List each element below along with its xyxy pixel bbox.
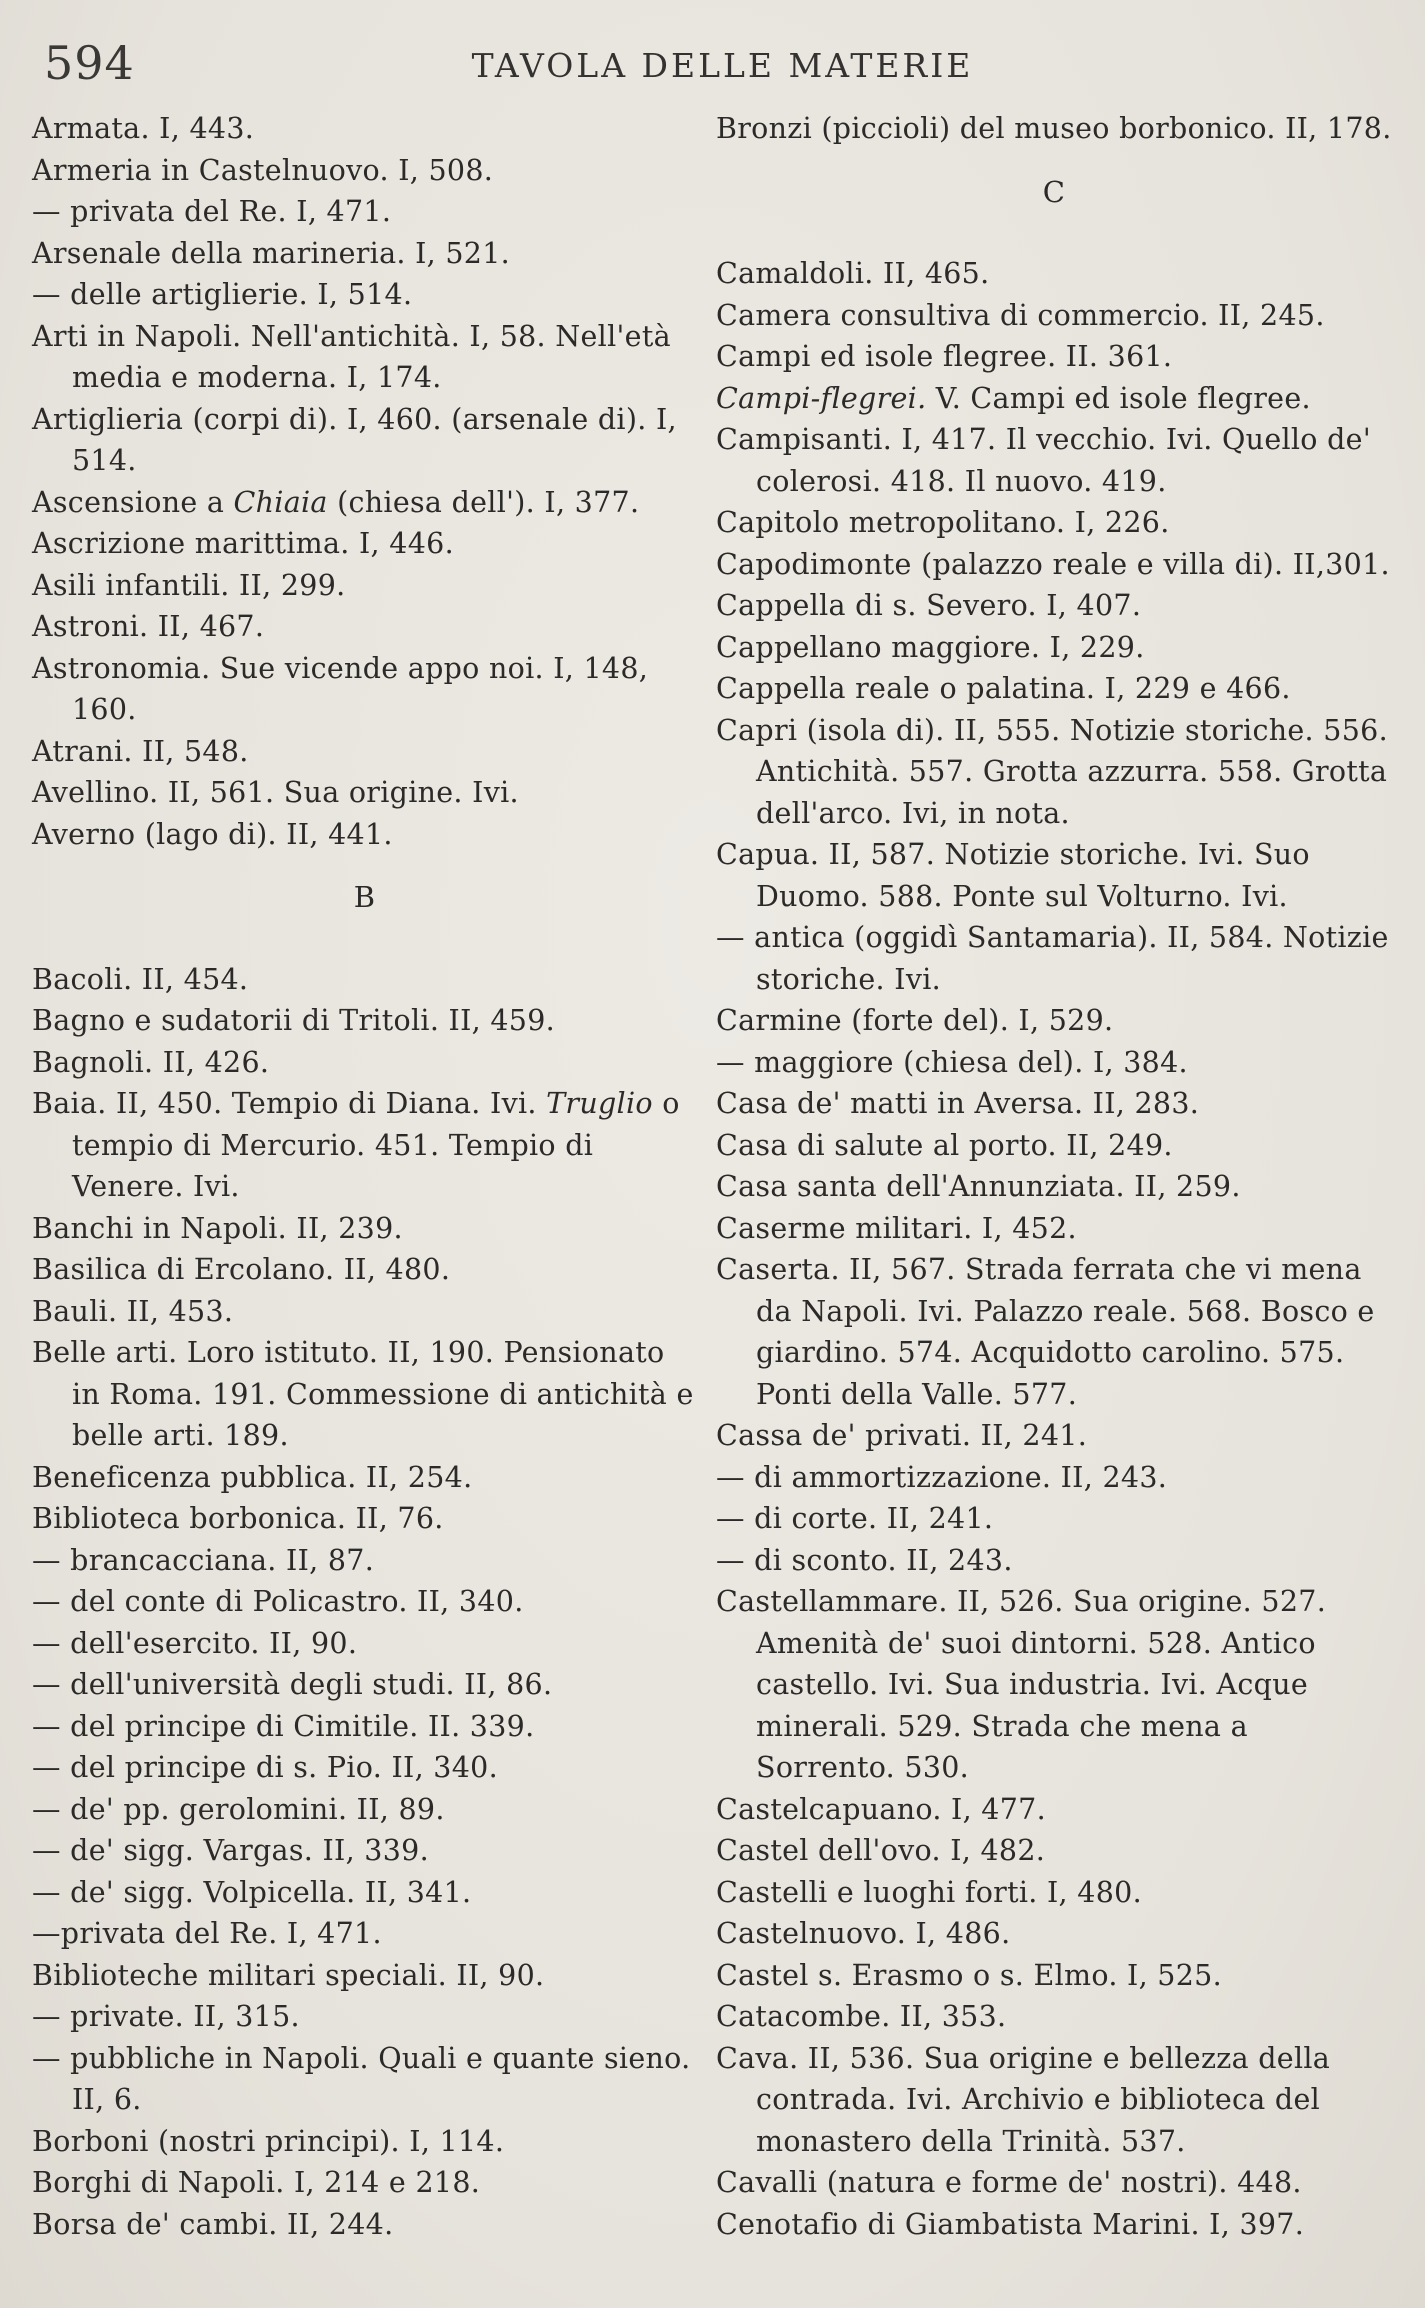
index-entry: — dell'esercito. II, 90. — [32, 1626, 358, 1660]
index-entry: Arsenale della marineria. I, 521. — [32, 236, 511, 270]
index-entry: — privata del Re. I, 471. — [32, 195, 392, 228]
index-entry: Capodimonte (palazzo reale e villa di). II,301. — [716, 547, 1390, 581]
section-letter: B — [353, 880, 376, 914]
index-entry: Cava. II, 536. Sua origine e bellezza della contrada. Ivi. Archivio e biblioteca del monastero della Trinità. 537. — [716, 2041, 1331, 2158]
index-entry: — private. II, 315. — [32, 2000, 300, 2033]
index-entry: Catacombe. II, 353. — [716, 2000, 1007, 2033]
index-entry: Casa di salute al porto. II, 249. — [716, 1128, 1173, 1162]
index-entry: Castelnuovo. I, 486. — [716, 1917, 1011, 1950]
index-entry: — di ammortizzazione. II, 243. — [716, 1460, 1168, 1494]
index-entry: Caserme militari. I, 452. — [716, 1211, 1077, 1245]
index-entry: Biblioteche militari speciali. II, 90. — [32, 1958, 545, 1992]
index-entry: — antica (oggidì Santamaria). II, 584. Notizie storiche. Ivi. — [716, 921, 1389, 996]
index-entry: Cappellano maggiore. I, 229. — [716, 630, 1145, 664]
index-entry — [32, 482, 697, 524]
index-entry: — maggiore (chiesa del). I, 384. — [716, 1045, 1188, 1079]
index-entry: Basilica di Ercolano. II, 480. — [32, 1253, 451, 1286]
index-entry: — de' sigg. Vargas. II, 339. — [32, 1834, 429, 1867]
index-column-left — [32, 108, 697, 2245]
index-entry: Capri (isola di). II, 555. Notizie storiche. 556. Antichità. 557. Grotta azzurra. 558. Grotta dell'arco. Ivi, in nota. — [716, 713, 1388, 830]
index-entry: Castel s. Erasmo o s. Elmo. I, 525. — [716, 1958, 1222, 1992]
section-letter: C — [1042, 174, 1066, 209]
index-entry: Castellammare. II, 526. Sua origine. 527. Amenità de' suoi dintorni. 528. Antico castello. Ivi. Sua industria. Ivi. Acque minerali. 529. Strada che mena a Sorrento. 530. — [716, 1585, 1327, 1784]
entry-text: Ascensione a — [32, 485, 234, 519]
index-entry — [716, 378, 1392, 420]
index-entry: Camaldoli. II, 465. — [716, 257, 990, 290]
index-entry: Averno (lago di). II, 441. — [32, 817, 393, 851]
entry-text: (chiesa dell'). I, 377. — [327, 485, 640, 519]
entry-italic-term: Chiaia — [233, 485, 328, 519]
index-entry: Astronomia. Sue vicende appo noi. I, 148, 160. — [32, 651, 649, 726]
entry-italic-term: Campi-flegrei. — [716, 381, 927, 415]
index-entry: — di sconto. II, 243. — [716, 1543, 1013, 1577]
index-column-right — [716, 108, 1392, 2245]
entry-text: V. Campi ed isole flegree. — [926, 381, 1311, 415]
index-entry: Cappella reale o palatina. I, 229 e 466. — [716, 672, 1291, 705]
entry-italic-term: Truglio — [546, 1087, 653, 1120]
index-entry: Capua. II, 587. Notizie storiche. Ivi. Suo Duomo. 588. Ponte sul Volturno. Ivi. — [716, 838, 1310, 913]
index-entry: Belle arti. Loro istituto. II, 190. Pensionato in Roma. 191. Commessione di antichità e belle arti. 189. — [32, 1336, 694, 1452]
index-entry: Campi ed isole flegree. II. 361. — [716, 340, 1173, 373]
index-entry: —privata del Re. I, 471. — [32, 1917, 382, 1950]
entry-text: o tempio di Mercurio. 451. Tempio di Venere. Ivi. — [72, 1087, 680, 1203]
index-entry: Beneficenza pubblica. II, 254. — [32, 1460, 473, 1494]
index-entry: Armata. I, 443. — [32, 112, 255, 145]
page-number: 594 — [44, 36, 135, 90]
index-entry: Caserta. II, 567. Strada ferrata che vi mena da Napoli. Ivi. Palazzo reale. 568. Bosco e giardino. 574. Acquidotto carolino. 575. Ponti della Valle. 577. — [716, 1253, 1375, 1411]
index-entry: Cassa de' privati. II, 241. — [716, 1419, 1088, 1452]
index-entry: Borsa de' cambi. II, 244. — [32, 2207, 394, 2241]
index-entry: Astroni. II, 467. — [32, 610, 265, 643]
index-entry: Ascrizione marittima. I, 446. — [32, 527, 454, 560]
index-entry: — de' sigg. Volpicella. II, 341. — [32, 1875, 472, 1909]
index-entry: — del principe di s. Pio. II, 340. — [32, 1751, 498, 1784]
index-entry: Artiglieria (corpi di). I, 460. (arsenale di). I, 514. — [32, 402, 677, 477]
index-entry: Asili infantili. II, 299. — [32, 568, 346, 602]
index-entry: Banchi in Napoli. II, 239. — [32, 1211, 403, 1245]
index-entry: Camera consultiva di commercio. II, 245. — [716, 298, 1325, 332]
index-entry: — di corte. II, 241. — [716, 1502, 994, 1535]
index-entry: — del conte di Policastro. II, 340. — [32, 1585, 524, 1618]
index-entry: Borboni (nostri principi). I, 114. — [32, 2124, 505, 2158]
index-entry: Biblioteca borbonica. II, 76. — [32, 1502, 444, 1535]
index-entry: — pubbliche in Napoli. Quali e quante sieno. II, 6. — [32, 2041, 691, 2116]
index-entry: Bacoli. II, 454. — [32, 962, 249, 996]
index-entry: Atrani. II, 548. — [32, 734, 249, 768]
index-entry: Bauli. II, 453. — [32, 1294, 234, 1328]
index-entry: — de' pp. gerolomini. II, 89. — [32, 1792, 445, 1826]
index-entry: — dell'università degli studi. II, 86. — [32, 1668, 553, 1701]
index-entry: Bagno e sudatorii di Tritoli. II, 459. — [32, 1004, 556, 1037]
index-entry: Castelcapuano. I, 477. — [716, 1792, 1046, 1826]
index-entry: Bagnoli. II, 426. — [32, 1045, 270, 1079]
index-entry: Castelli e luoghi forti. I, 480. — [716, 1875, 1142, 1909]
index-entry: Carmine (forte del). I, 529. — [716, 1004, 1114, 1037]
index-entry: Avellino. II, 561. Sua origine. Ivi. — [32, 776, 519, 809]
index-entry: Casa de' matti in Aversa. II, 283. — [716, 1087, 1200, 1120]
index-entry: — delle artiglierie. I, 514. — [32, 278, 413, 311]
index-entry: Campisanti. I, 417. Il vecchio. Ivi. Quello de' colerosi. 418. Il nuovo. 419. — [716, 423, 1371, 498]
entry-text: Baia. II, 450. Tempio di Diana. Ivi. — [32, 1087, 547, 1120]
index-entry: Castel dell'ovo. I, 482. — [716, 1834, 1046, 1867]
index-entry: Arti in Napoli. Nell'antichità. I, 58. Nell'età media e moderna. I, 174. — [32, 319, 671, 394]
index-entry: Bronzi (piccioli) del museo borbonico. II, 178. — [716, 112, 1392, 145]
index-entry: Cappella di s. Severo. I, 407. — [716, 589, 1142, 622]
index-entry: Cavalli (natura e forme de' nostri). 448. — [716, 2166, 1302, 2199]
running-title: TAVOLA DELLE MATERIE — [471, 46, 974, 85]
index-entry: Armeria in Castelnuovo. I, 508. — [32, 153, 494, 187]
index-entry: — brancacciana. II, 87. — [32, 1543, 375, 1577]
index-entry: Casa santa dell'Annunziata. II, 259. — [716, 1170, 1241, 1203]
index-entry: Capitolo metropolitano. I, 226. — [716, 506, 1170, 539]
index-entry: — del principe di Cimitile. II. 339. — [32, 1709, 535, 1743]
index-entry: Cenotafio di Giambatista Marini. I, 397. — [716, 2207, 1305, 2241]
index-entry — [32, 1083, 697, 1208]
index-entry: Borghi di Napoli. I, 214 e 218. — [32, 2166, 481, 2199]
